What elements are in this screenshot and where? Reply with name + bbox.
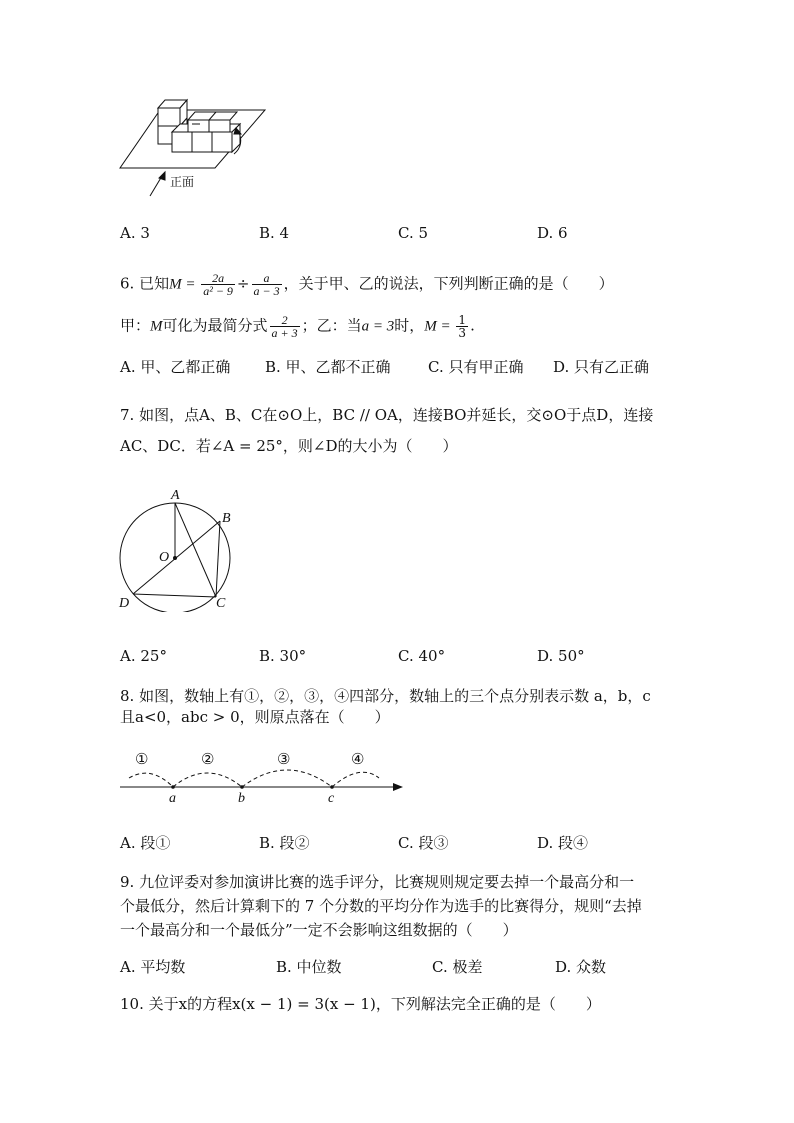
q6-line2-m2: M = bbox=[424, 318, 455, 335]
q5-option-c[interactable]: C. 5 bbox=[398, 224, 429, 242]
q7-label-a: A bbox=[171, 488, 180, 503]
q7-option-b[interactable]: B. 30° bbox=[259, 647, 307, 665]
q7-option-c[interactable]: C. 40° bbox=[398, 647, 446, 665]
q6-prefix: 6. 已知 bbox=[120, 274, 170, 293]
q9-line2: 个最低分，然后计算剩下的 7 个分数的平均分作为选手的比赛得分，规则“去掉 bbox=[120, 897, 642, 915]
q6-line2-a: 甲： bbox=[120, 316, 151, 335]
q7-line1: 7. 如图，点A、B、C在⊙O上，BC // OA，连接BO并延长，交⊙O于点D，连接 bbox=[120, 406, 654, 424]
q8-arc-2 bbox=[173, 773, 242, 787]
q5-front-label: 正面 bbox=[170, 175, 195, 189]
q7-seg-ac bbox=[175, 503, 216, 597]
q7-label-d: D bbox=[119, 596, 130, 611]
q7-option-a[interactable]: A. 25° bbox=[120, 647, 167, 665]
q8-option-d[interactable]: D. 段④ bbox=[537, 834, 589, 852]
q5-front-arrow bbox=[150, 176, 162, 196]
q6-frac1-den: a² − 9 bbox=[203, 284, 233, 298]
q8-point-label-c: c bbox=[328, 791, 335, 805]
q8-line2: 且a<0，abc > 0，则原点落在（ ） bbox=[120, 708, 390, 726]
q6-line2-m: M bbox=[150, 318, 163, 335]
q8-arc-1 bbox=[129, 773, 173, 787]
q7-option-d[interactable]: D. 50° bbox=[537, 647, 585, 665]
q6-suffix: ，关于甲、乙的说法，下列判断正确的是（ ） bbox=[283, 274, 614, 293]
q8-arc-4 bbox=[332, 772, 379, 787]
q7-label-b: B bbox=[222, 511, 231, 526]
q8-axis-arrow bbox=[393, 783, 403, 791]
q9-option-b[interactable]: B. 中位数 bbox=[276, 958, 342, 976]
q5-option-a[interactable]: A. 3 bbox=[120, 224, 150, 242]
q6-frac2 bbox=[252, 272, 282, 297]
q6-option-b[interactable]: B. 甲、乙都不正确 bbox=[265, 358, 391, 376]
q6-option-c[interactable]: C. 只有甲正确 bbox=[428, 358, 524, 376]
q6-line2-cond: a = 3 bbox=[361, 318, 395, 335]
q6-frac3 bbox=[270, 314, 300, 339]
q6-m-lhs: M = bbox=[169, 276, 200, 293]
q7-circle-figure bbox=[112, 486, 242, 612]
q6-option-a[interactable]: A. 甲、乙都正确 bbox=[120, 358, 231, 376]
q9-option-d[interactable]: D. 众数 bbox=[555, 958, 607, 976]
q8-point-label-a: a bbox=[169, 791, 176, 805]
q6-frac1 bbox=[201, 272, 235, 297]
q6-line2-b: 可化为最简分式 bbox=[162, 316, 268, 335]
q8-number-line bbox=[115, 745, 410, 805]
q6-line2-d: 时， bbox=[394, 316, 425, 335]
q7-line2: AC、DC．若∠A = 25°，则∠D的大小为（ ） bbox=[120, 437, 458, 455]
q8-option-c[interactable]: C. 段③ bbox=[398, 834, 449, 852]
q10-line1: 10. 关于x的方程x(x − 1) = 3(x − 1)，下列解法完全正确的是（ ） bbox=[120, 995, 601, 1013]
q8-seg-label-1: ① bbox=[135, 752, 149, 768]
q9-line3: 一个最高分和一个最低分”一定不会影响这组数据的（ ） bbox=[120, 921, 518, 939]
q6-line2-c: ；乙：当 bbox=[301, 316, 362, 335]
q6-line2-end: . bbox=[470, 316, 475, 335]
q7-label-o: O bbox=[159, 550, 170, 565]
q9-line1: 9. 九位评委对参加演讲比赛的选手评分，比赛规则规定要去掉一个最高分和一 bbox=[120, 873, 635, 891]
q8-arc-3 bbox=[242, 770, 332, 787]
q8-option-a[interactable]: A. 段① bbox=[120, 834, 171, 852]
q9-option-a[interactable]: A. 平均数 bbox=[120, 958, 186, 976]
q8-point-a bbox=[171, 785, 175, 789]
q5-option-b[interactable]: B. 4 bbox=[259, 224, 290, 242]
q5-cube bbox=[158, 108, 180, 126]
q6-stem bbox=[120, 272, 614, 297]
q6-frac2-den: a − 3 bbox=[253, 284, 280, 298]
q5-cube bbox=[192, 132, 212, 152]
q8-point-c bbox=[330, 785, 334, 789]
q5-figure bbox=[110, 90, 280, 200]
q8-seg-label-2: ② bbox=[201, 752, 215, 768]
q6-frac4 bbox=[456, 314, 468, 339]
q6-frac3-num: 2 bbox=[270, 314, 300, 327]
q7-seg-bc bbox=[216, 521, 220, 597]
q5-option-d[interactable]: D. 6 bbox=[537, 224, 568, 242]
q6-frac4-num: 1 bbox=[458, 313, 467, 327]
q6-line2 bbox=[120, 314, 475, 339]
q8-point-label-b: b bbox=[238, 791, 245, 805]
q8-option-b[interactable]: B. 段② bbox=[259, 834, 310, 852]
q6-frac1-num: 2a bbox=[201, 272, 235, 285]
q6-option-d[interactable]: D. 只有乙正确 bbox=[553, 358, 650, 376]
q6-div: ÷ bbox=[236, 274, 250, 293]
q5-cube bbox=[212, 132, 232, 152]
q7-label-c: C bbox=[216, 596, 226, 611]
q8-line1: 8. 如图，数轴上有①，②，③，④四部分，数轴上的三个点分别表示数 a，b，c bbox=[120, 687, 651, 705]
q6-frac4-den: 3 bbox=[458, 326, 467, 340]
q6-frac3-den: a + 3 bbox=[271, 326, 298, 340]
q7-center-dot bbox=[173, 556, 177, 560]
q8-seg-label-3: ③ bbox=[277, 752, 291, 768]
q9-option-c[interactable]: C. 极差 bbox=[432, 958, 483, 976]
q6-frac2-num: a bbox=[252, 272, 282, 285]
q5-cube bbox=[172, 132, 192, 152]
q7-seg-dc bbox=[133, 594, 216, 597]
q8-point-b bbox=[240, 785, 244, 789]
q8-seg-label-4: ④ bbox=[351, 752, 365, 768]
